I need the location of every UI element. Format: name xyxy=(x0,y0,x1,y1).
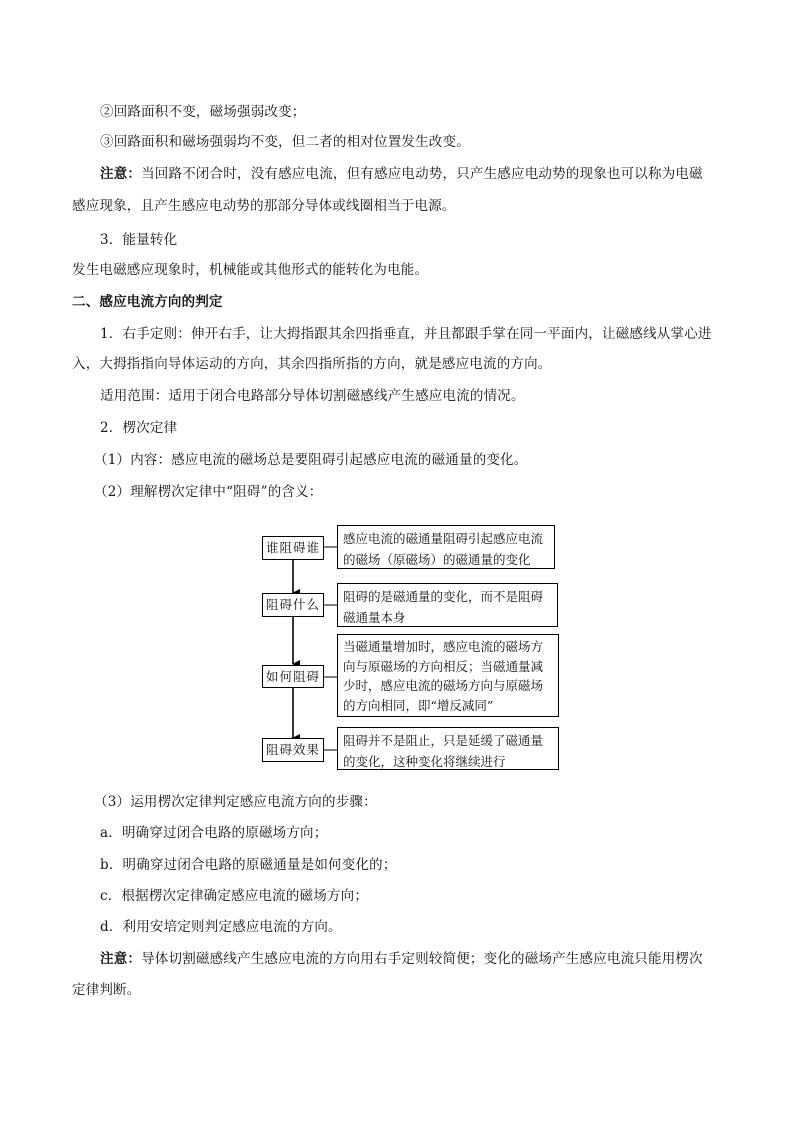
paragraph-right-hand-rule-continued: 入，大拇指指向导体运动的方向，其余四指所指的方向，就是感应电流的方向。 xyxy=(72,356,552,372)
step-a: a．明确穿过闭合电路的原磁场方向； xyxy=(100,825,328,841)
flow-step-3-label: 如何阻碍 xyxy=(262,665,324,688)
note-open-circuit-continued: 感应现象，且产生感应电动势的那部分导体或线圈相当于电源。 xyxy=(72,198,456,214)
paragraph-lenz-content: （1）内容：感应电流的磁场总是要阻碍引起感应电流的磁通量的变化。 xyxy=(94,452,528,468)
note-label: 注意： xyxy=(100,166,142,182)
paragraph-lenz-meaning: （2）理解楞次定律中“阻碍”的含义： xyxy=(94,484,323,500)
paragraph-scope: 适用范围：适用于闭合电路部分导体切割磁感线产生感应电流的情况。 xyxy=(100,388,525,404)
flow-step-2-label: 阻碍什么 xyxy=(262,593,324,617)
paragraph-relative-position: ③回路面积和磁场强弱均不变，但二者的相对位置发生改变。 xyxy=(100,134,470,150)
paragraph-right-hand-rule: 1．右手定则：伸开右手，让大拇指跟其余四指垂直，并且都跟手掌在同一平面内，让磁感线从掌心进 xyxy=(100,326,712,342)
note-method-choice xyxy=(100,949,703,969)
flow-step-4-description: 阻碍并不是阻止，只是延缓了磁通量的变化，这种变化将继续进行 xyxy=(337,727,559,770)
note-text: 导体切割磁感线产生感应电流的方向用右手定则较简便；变化的磁场产生感应电流只能用楞次 xyxy=(141,951,703,967)
paragraph-steps-heading: （3）运用楞次定律判定感应电流方向的步骤： xyxy=(94,794,377,810)
step-c: c．根据楞次定律确定感应电流的磁场方向； xyxy=(100,888,369,904)
note-open-circuit xyxy=(100,164,703,184)
flow-step-4-label: 阻碍效果 xyxy=(262,738,324,762)
flow-step-1-description: 感应电流的磁通量阻碍引起感应电流的磁场（原磁场）的磁通量的变化 xyxy=(337,525,555,569)
heading-lenz-law: 2．楞次定律 xyxy=(100,420,178,436)
note-label: 注意： xyxy=(100,951,142,967)
section-heading-current-direction: 二、感应电流方向的判定 xyxy=(72,294,223,310)
flow-step-3-description: 当磁通量增加时，感应电流的磁场方向与原磁场的方向相反；当磁通量减少时，感应电流的磁场方向与原磁场的方向相同，即“增反减同” xyxy=(337,634,559,717)
paragraph-energy-conversion: 发生电磁感应现象时，机械能或其他形式的能转化为电能。 xyxy=(72,262,429,278)
note-method-choice-continued: 定律判断。 xyxy=(72,982,141,998)
flow-step-2-description: 阻碍的是磁通量的变化，而不是阻碍磁通量本身 xyxy=(337,583,558,627)
note-text: 当回路不闭合时，没有感应电流，但有感应电动势，只产生感应电动势的现象也可以称为电磁 xyxy=(141,166,703,182)
flow-step-1-label: 谁阻碍谁 xyxy=(262,536,324,560)
paragraph-circuit-area-unchanged: ②回路面积不变，磁场强弱改变； xyxy=(100,104,306,120)
step-d: d．利用安培定则判定感应电流的方向。 xyxy=(100,919,342,935)
heading-energy-conversion: 3．能量转化 xyxy=(100,232,178,248)
step-b: b．明确穿过闭合电路的原磁通量是如何变化的； xyxy=(100,857,397,873)
